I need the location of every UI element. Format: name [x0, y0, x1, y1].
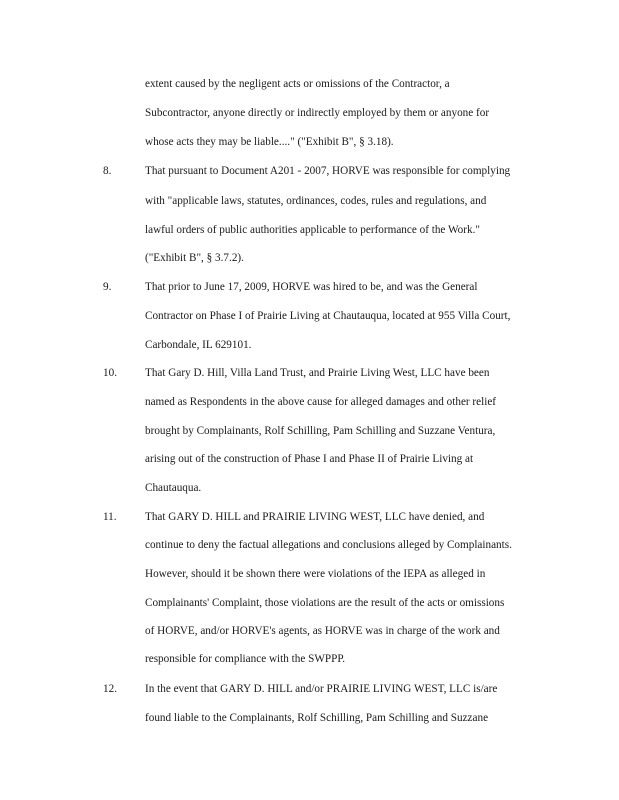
paragraph-line: That Gary D. Hill, Villa Land Trust, and Prairie Living West, LLC have been — [145, 367, 490, 379]
paragraph-line: Carbondale, IL 629101. — [145, 339, 252, 351]
paragraph-line: That pursuant to Document A201 - 2007, HORVE was responsible for complying — [145, 165, 511, 177]
carryover-line: whose acts they may be liable...." ("Exhibit B", § 3.18). — [145, 136, 394, 148]
paragraph-line: Chautauqua. — [145, 482, 202, 494]
paragraph-line: Contractor on Phase I of Prairie Living at Chautauqua, located at 955 Villa Court, — [145, 310, 511, 322]
paragraph-line: named as Respondents in the above cause for alleged damages and other relief — [145, 396, 497, 408]
paragraph-line: That GARY D. HILL and PRAIRIE LIVING WEST, LLC have denied, and — [145, 511, 485, 523]
carryover-line: extent caused by the negligent acts or omissions of the Contractor, a — [145, 78, 450, 90]
paragraph-number: 12. — [103, 683, 117, 695]
paragraph-line: of HORVE, and/or HORVE's agents, as HORVE was in charge of the work and — [145, 625, 500, 637]
paragraph-number: 11. — [103, 511, 117, 523]
paragraph-line: found liable to the Complainants, Rolf Schilling, Pam Schilling and Suzzane — [145, 712, 489, 724]
paragraph-line: That prior to June 17, 2009, HORVE was hired to be, and was the General — [145, 281, 478, 293]
paragraph-line: Complainants' Complaint, those violations are the result of the acts or omissions — [145, 597, 505, 609]
paragraph-line: arising out of the construction of Phase I and Phase II of Prairie Living at — [145, 453, 474, 465]
paragraph-line: lawful orders of public authorities applicable to performance of the Work." — [145, 224, 480, 236]
paragraph-line: However, should it be shown there were violations of the IEPA as alleged in — [145, 568, 486, 580]
paragraph-number: 9. — [103, 281, 112, 293]
paragraph-line: continue to deny the factual allegations and conclusions alleged by Complainants. — [145, 539, 512, 551]
paragraph-line: In the event that GARY D. HILL and/or PRAIRIE LIVING WEST, LLC is/are — [145, 683, 498, 695]
paragraph-line: brought by Complainants, Rolf Schilling, Pam Schilling and Suzzane Ventura, — [145, 425, 496, 437]
paragraph-number: 8. — [103, 165, 112, 177]
paragraph-line: with "applicable laws, statutes, ordinances, codes, rules and regulations, and — [145, 195, 487, 207]
carryover-line: Subcontractor, anyone directly or indirectly employed by them or anyone for — [145, 107, 490, 119]
paragraph-line: responsible for compliance with the SWPPP. — [145, 653, 346, 665]
paragraph-number: 10. — [103, 367, 117, 379]
paragraph-line: ("Exhibit B", § 3.7.2). — [145, 252, 244, 264]
